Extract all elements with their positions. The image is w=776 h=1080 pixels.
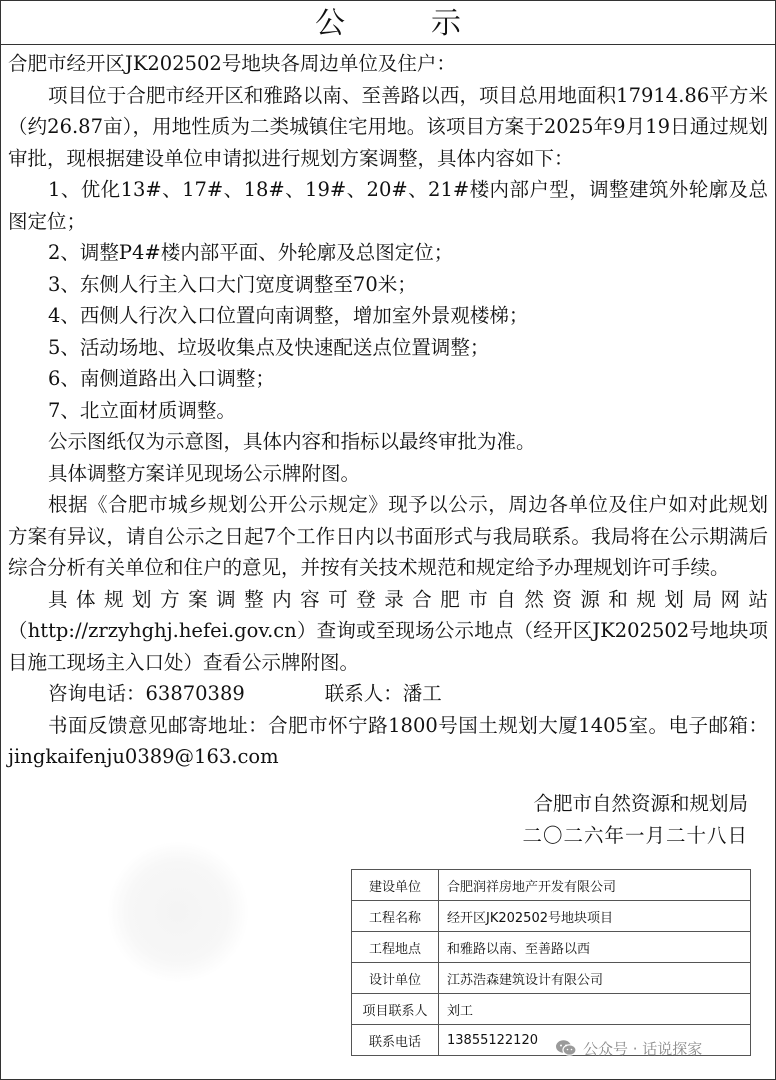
- salutation: 合肥市经开区JK202502号地块各周边单位及住户：: [8, 52, 456, 75]
- table-value: 合肥润祥房地产开发有限公司: [439, 870, 751, 901]
- table-value: 经开区JK202502号地块项目: [439, 901, 751, 932]
- website-paragraph: 具体规划方案调整内容可登录合肥市自然资源和规划局网站（http://zrzyhghj.hefei.gov.cn）查询或至现场公示地点（经开区JK202502号地块项目施工现场主入口处）查看公示牌附图。: [8, 587, 768, 674]
- table-key: 工程地点: [352, 932, 439, 963]
- signature-block: [522, 788, 748, 852]
- table-key: 工程名称: [352, 901, 439, 932]
- table-row: [352, 870, 751, 901]
- contact-line: [8, 678, 768, 710]
- table-value: 和雅路以南、至善路以西: [439, 932, 751, 963]
- drawing-note: 公示图纸仅为示意图，具体内容和指标以最终审批为准。: [48, 430, 536, 453]
- notice-title: 公示: [315, 6, 547, 41]
- mail-address-paragraph: 书面反馈意见邮寄地址：合肥市怀宁路1800号国土规划大厦1405室。电子邮箱：jingkaifenju0389@163.com: [8, 713, 768, 768]
- table-value: 江苏浩森建筑设计有限公司: [439, 963, 751, 994]
- issuer-name: 合肥市自然资源和规划局: [533, 792, 748, 815]
- intro-paragraph: 项目位于合肥市经开区和雅路以南、至善路以西，项目总用地面积17914.86平方米（约26.87亩），用地性质为二类城镇住宅用地。该项目方案于2025年9月19日通过规划审批，现根据建设单位申请拟进行规划方案调整，具体内容如下：: [8, 83, 768, 170]
- basis-paragraph: 根据《合肥市城乡规划公开公示规定》现予以公示，周边各单位及住户如对此规划方案有异议，请自公示之日起7个工作日内以书面形式与我局联系。我局将在公示期满后综合分析有关单位和住户的意见，并按有关技术规范和规定给予办理规划许可手续。: [8, 493, 768, 579]
- table-row: [352, 932, 751, 963]
- table-key: 联系电话: [352, 1025, 439, 1056]
- table-value: 刘工: [439, 994, 751, 1025]
- watermark-text: 公众号 · 话说探家: [583, 1039, 703, 1058]
- adjustment-item-2: 2、调整P4#楼内部平面、外轮廓及总图定位；: [48, 241, 454, 264]
- adjustment-item-6: 6、南侧道路出入口调整；: [48, 367, 275, 390]
- adjustment-item-7: 7、北立面材质调整。: [48, 398, 236, 422]
- issue-date: 二〇二六年一月二十八日: [522, 824, 748, 847]
- contact-person: 联系人：潘工: [324, 682, 442, 705]
- site-board-note: 具体调整方案详见现场公示牌附图。: [48, 461, 361, 485]
- wechat-icon: [555, 1039, 577, 1057]
- project-info-table: [351, 869, 751, 1056]
- adjustment-item-3: 3、东侧人行主入口大门宽度调整至70米；: [48, 272, 417, 296]
- phone-number: 咨询电话：63870389: [48, 682, 245, 705]
- table-key: 项目联系人: [352, 994, 439, 1025]
- table-row: [352, 963, 751, 994]
- adjustment-item-1: 1、优化13#、17#、18#、19#、20#、21#楼内部户型，调整建筑外轮廓及总图定位；: [8, 178, 768, 233]
- adjustment-item-5: 5、活动场地、垃圾收集点及快速配送点位置调整；: [48, 335, 490, 359]
- adjustment-item-4: 4、西侧人行次入口位置向南调整，增加室外景观楼梯；: [48, 304, 529, 327]
- account-watermark: [555, 1036, 702, 1060]
- table-key: 设计单位: [352, 963, 439, 994]
- title-divider: [0, 44, 776, 45]
- blurred-stamp: [108, 842, 248, 982]
- table-row: [352, 901, 751, 932]
- table-key: 建设单位: [352, 870, 439, 901]
- table-value: 13855122120: [439, 1025, 751, 1056]
- notice-body: [8, 48, 768, 773]
- table-row: [352, 994, 751, 1025]
